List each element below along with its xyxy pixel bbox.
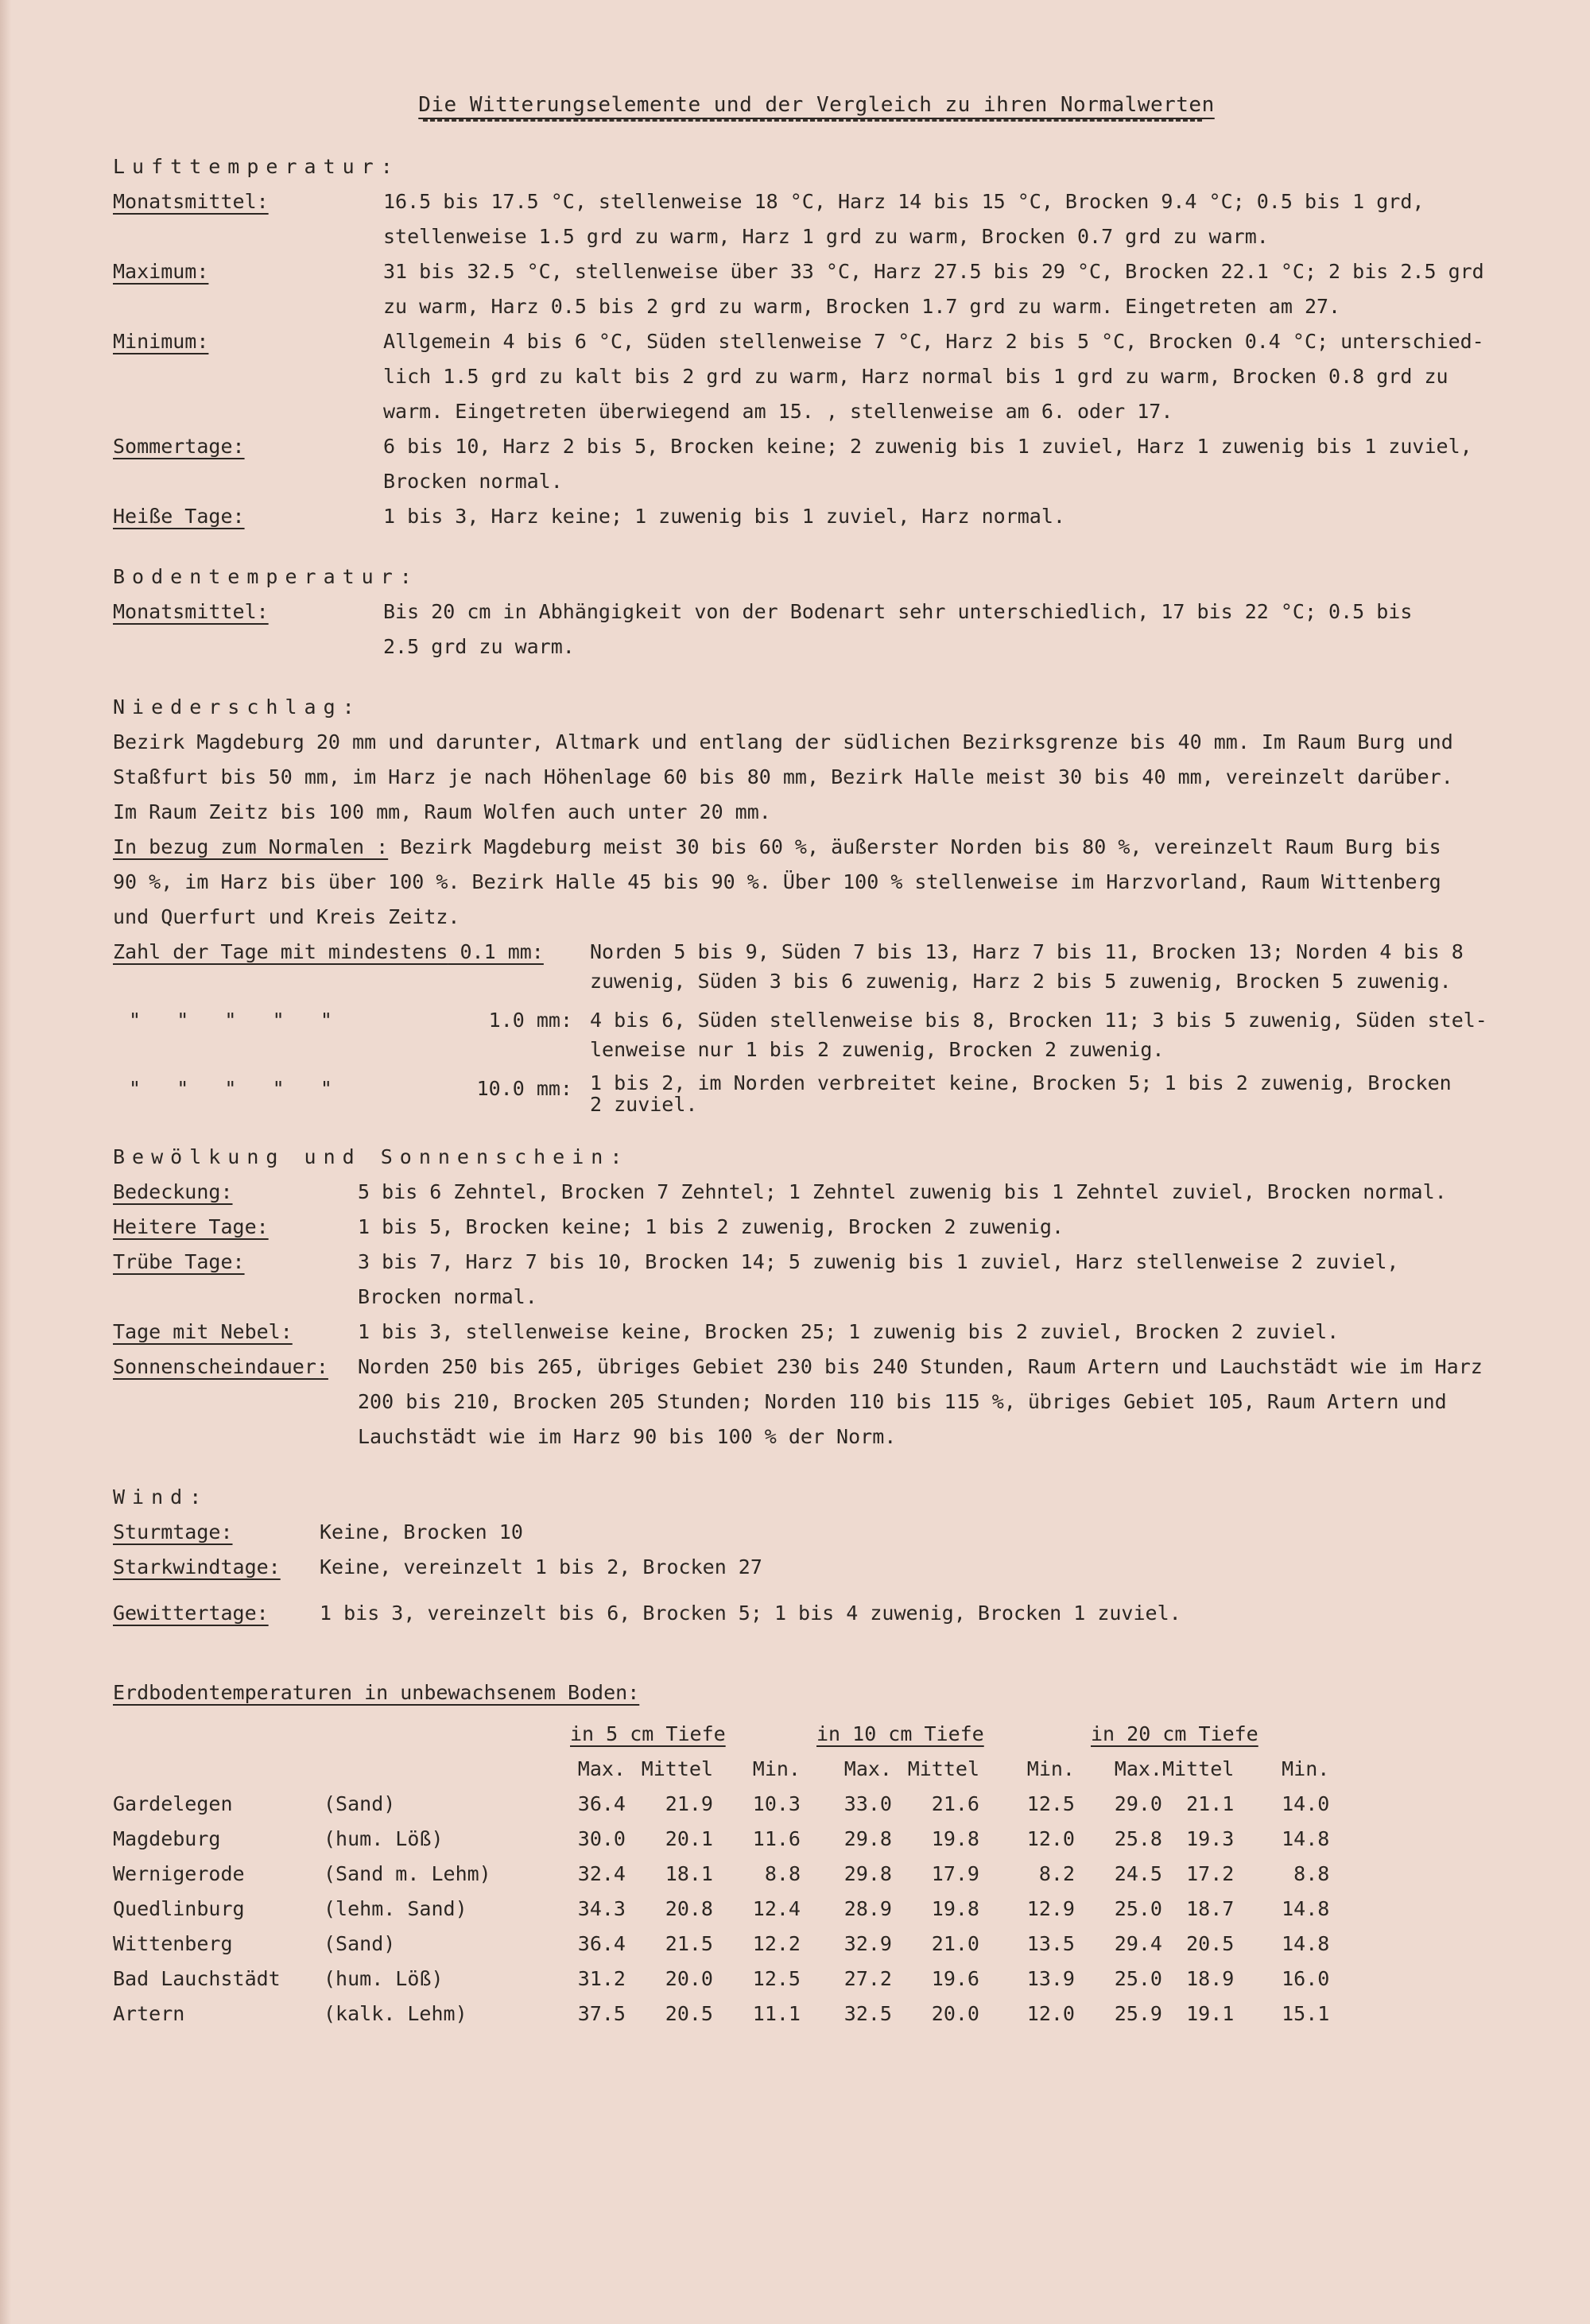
table-row	[113, 1997, 1329, 2032]
temperature-value: 12.9	[1026, 1897, 1075, 1920]
bewoelkung-item-label: Tage mit Nebel:	[113, 1320, 293, 1343]
temperature-value: 8.8	[1293, 1862, 1330, 1885]
temperature-value: 16.0	[1282, 1967, 1330, 1990]
temperature-value: 8.2	[1038, 1862, 1075, 1885]
depth-header: in 20 cm Tiefe	[1091, 1722, 1258, 1745]
station-name: Wernigerode	[113, 1862, 245, 1885]
lufttemperatur-item-label: Sommertage:	[113, 435, 245, 458]
temperature-value: 12.0	[1026, 2002, 1075, 2025]
temperature-value: 17.2	[1186, 1862, 1235, 1885]
lufttemperatur-item-label: Monatsmittel:	[113, 190, 269, 213]
table-row	[113, 1857, 1329, 1892]
table-row	[113, 1787, 1329, 1822]
temperature-value: 21.1	[1186, 1792, 1235, 1815]
temperature-value: 13.9	[1026, 1967, 1075, 1990]
niederschlag-normal: In bezug zum Normalen : Bezirk Magdeburg meist 30 bis 60 %, äußerster Norden bis 80 %, vereinzelt Raum Burg bis	[113, 835, 1441, 858]
page-title	[97, 87, 1536, 135]
temperature-value: 18.9	[1186, 1967, 1235, 1990]
soil-type: (hum. Löß)	[324, 1967, 444, 1990]
temperature-value: 29.8	[843, 1827, 892, 1850]
column-header: Mittel	[1162, 1757, 1235, 1780]
temperature-value: 14.8	[1282, 1897, 1330, 1920]
bewoelkung-items	[113, 1175, 1536, 1454]
bewoelkung-item-label: Trübe Tage:	[113, 1250, 245, 1273]
niederschlag-tage	[113, 935, 1536, 1114]
lufttemperatur-item-row	[113, 499, 1536, 534]
title-text: Die Witterungselemente und der Vergleich zu ihren Normalwerten	[418, 93, 1215, 117]
station-name: Bad Lauchstädt	[113, 1967, 281, 1990]
temperature-value: 14.0	[1282, 1792, 1330, 1815]
temperature-value: 18.1	[665, 1862, 713, 1885]
section-wind: Wind:	[113, 1485, 209, 1509]
temperature-value: 19.1	[1186, 2002, 1235, 2025]
temperature-value: 32.4	[577, 1862, 626, 1885]
temperature-value: 8.8	[764, 1862, 801, 1885]
temperature-value: 21.6	[931, 1792, 979, 1815]
column-header: Max.	[577, 1757, 626, 1780]
bewoelkung-item-row	[113, 1245, 1536, 1315]
temperature-value: 13.5	[1026, 1932, 1075, 1955]
lufttemperatur-item-row	[113, 429, 1536, 499]
table-row	[113, 1892, 1329, 1927]
tage-label: Zahl der Tage mit mindestens	[113, 940, 448, 963]
temperature-value: 17.9	[931, 1862, 979, 1885]
temperature-value: 27.2	[843, 1967, 892, 1990]
temperature-value: 19.8	[931, 1897, 979, 1920]
lufttemperatur-item-row	[113, 324, 1536, 429]
temperature-value: 36.4	[577, 1792, 626, 1815]
table-row	[113, 1927, 1329, 1962]
lufttemperatur-item-label: Heiße Tage:	[113, 505, 245, 528]
station-name: Wittenberg	[113, 1932, 233, 1955]
temperature-value: 12.2	[752, 1932, 801, 1955]
normal-label: In bezug zum Normalen :	[113, 835, 389, 858]
temperature-value: 37.5	[577, 2002, 626, 2025]
temperature-value: 33.0	[843, 1792, 892, 1815]
table-row	[113, 1822, 1329, 1857]
soil-type: (kalk. Lehm)	[324, 2002, 467, 2025]
temperature-value: 14.8	[1282, 1827, 1330, 1850]
temperature-value: 29.8	[843, 1862, 892, 1885]
temperature-value: 19.3	[1186, 1827, 1235, 1850]
document-body	[113, 87, 1536, 2032]
temperature-value: 29.0	[1114, 1792, 1162, 1815]
soil-type: (hum. Löß)	[324, 1827, 444, 1850]
temperature-value: 11.1	[752, 2002, 801, 2025]
bewoelkung-item-label: Sonnenscheindauer:	[113, 1355, 328, 1378]
station-name: Artern	[113, 2002, 185, 2025]
temperature-value: 19.6	[931, 1967, 979, 1990]
lufttemperatur-item-value: 1 bis 3, Harz keine; 1 zuwenig bis 1 zuviel, Harz normal.	[383, 505, 1065, 528]
soil-type: (Sand m. Lehm)	[324, 1862, 491, 1885]
bodentemperatur-row	[113, 595, 1536, 664]
depth-header: in 10 cm Tiefe	[816, 1722, 984, 1745]
temperature-value: 12.0	[1026, 1827, 1075, 1850]
soil-type: (Sand)	[324, 1792, 396, 1815]
temperature-value: 19.8	[931, 1827, 979, 1850]
column-header: Max.	[1114, 1757, 1162, 1780]
temperature-value: 32.9	[843, 1932, 892, 1955]
title-dashed-underline	[423, 119, 1202, 122]
bodentemperatur-value: Bis 20 cm in Abhängigkeit von der Bodenart sehr unterschiedlich, 17 bis 22 °C; 0.5 bis 2.5 grd zu warm.	[383, 600, 1413, 658]
bewoelkung-item-value: 5 bis 6 Zehntel, Brocken 7 Zehntel; 1 Zehntel zuwenig bis 1 Zehntel zuviel, Brocken normal.	[358, 1180, 1447, 1203]
bewoelkung-item-row	[113, 1315, 1536, 1350]
depth-header: in 5 cm Tiefe	[570, 1722, 726, 1745]
column-header: Max.	[843, 1757, 892, 1780]
bewoelkung-item-row	[113, 1210, 1536, 1245]
temperature-value: 32.5	[843, 2002, 892, 2025]
tage-row-0.1: Zahl der Tage mit mindestens 0.1 mm: Norden 5 bis 9, Süden 7 bis 13, Harz 7 bis 11, Brocken 13; Norden 4 bis 8 zuwenig, Süden 3 bis 6 zuwenig, Harz 2 bis 5 zuwenig, Brocken 5 zuwenig.	[113, 940, 1464, 993]
section-bodentemperatur: Bodentemperatur:	[113, 565, 419, 588]
lufttemperatur-item-label: Maximum:	[113, 260, 209, 283]
bewoelkung-item-value: 1 bis 5, Brocken keine; 1 bis 2 zuwenig, Brocken 2 zuwenig.	[358, 1215, 1065, 1238]
bewoelkung-item-label: Bedeckung:	[113, 1180, 233, 1203]
lufttemperatur-item-value: 31 bis 32.5 °C, stellenweise über 33 °C, Harz 27.5 bis 29 °C, Brocken 22.1 °C; 2 bis 2.5 grd zu warm, Harz 0.5 bis 2 grd zu warm, Brocken 1.7 grd zu warm. Eingetreten am 27.	[383, 260, 1484, 318]
soil-type: (Sand)	[324, 1932, 396, 1955]
temperature-value: 20.1	[665, 1827, 713, 1850]
temperature-value: 30.0	[577, 1827, 626, 1850]
sub-header-row	[113, 1752, 1329, 1787]
bodentemperatur-label: Monatsmittel:	[113, 600, 269, 623]
lufttemperatur-item-value: 6 bis 10, Harz 2 bis 5, Brocken keine; 2 zuwenig bis 1 zuviel, Harz 1 zuwenig bis 1 zuviel, Brocken normal.	[383, 435, 1472, 493]
bewoelkung-item-value: 3 bis 7, Harz 7 bis 10, Brocken 14; 5 zuwenig bis 1 zuviel, Harz stellenweise 2 zuviel, Brocken normal.	[358, 1250, 1399, 1308]
page-edge	[0, 0, 11, 2324]
temperature-value: 34.3	[577, 1897, 626, 1920]
ditto-marks: " " " " "	[129, 1009, 332, 1032]
table-row	[113, 1962, 1329, 1997]
station-name: Gardelegen	[113, 1792, 233, 1815]
temperature-value: 12.5	[752, 1967, 801, 1990]
niederschlag-text: Bezirk Magdeburg 20 mm und darunter, Altmark und entlang der südlichen Bezirksgrenze bis 40 mm. Im Raum Burg und Staßfurt bis 50 mm, im Harz je nach Höhenlage 60 bis 80 mm, Bezirk Halle meist 30 bis 40 mm, vereinzelt darüber. Im Raum Zeitz bis 100 mm, Raum Wolfen auch unter 20 mm. In bezug zum Normalen : Bezirk Magdeburg meist 30 bis 60 %, äußerster Norden bis 80 %, vereinzelt Raum Burg bis 90 %, im Harz bis über 100 %. Bezirk Halle 45 bis 90 %. Über 100 % stellenweise im Harzvorland, Raum Wittenberg und Querfurt und Kreis Zeitz.	[113, 725, 1536, 935]
temperature-value: 28.9	[843, 1897, 892, 1920]
station-name: Quedlinburg	[113, 1897, 245, 1920]
bewoelkung-item-label: Heitere Tage:	[113, 1215, 269, 1238]
temperature-value: 20.0	[931, 2002, 979, 2025]
blank-cell	[113, 1717, 554, 1752]
lufttemperatur-item-row	[113, 254, 1536, 324]
temperature-value: 20.8	[665, 1897, 713, 1920]
section-lufttemperatur: Lufttemperatur:	[113, 155, 400, 178]
gewittertage: Gewittertage: 1 bis 3, vereinzelt bis 6, Brocken 5; 1 bis 4 zuwenig, Brocken 1 zuviel.	[113, 1602, 1181, 1625]
lufttemperatur-item-value: Allgemein 4 bis 6 °C, Süden stellenweise 7 °C, Harz 2 bis 5 °C, Brocken 0.4 °C; unterschied- lich 1.5 grd zu kalt bis 2 grd zu warm, Harz normal bis 1 grd zu warm, Brocken 0.8 grd zu warm. Eingetreten überwiegend am 15. , stellenweise am 6. oder 17.	[383, 330, 1484, 423]
soil-type: (lehm. Sand)	[324, 1897, 467, 1920]
temperature-value: 25.9	[1114, 2002, 1162, 2025]
temperature-value: 10.3	[752, 1792, 801, 1815]
depth-header-row	[113, 1717, 1329, 1752]
bewoelkung-item-value: Norden 250 bis 265, übriges Gebiet 230 bis 240 Stunden, Raum Artern und Lauchstädt wie im Harz 200 bis 210, Brocken 205 Stunden; Norden 110 bis 115 %, übriges Gebiet 105, Raum Artern und Lauchstädt wie im Harz 90 bis 100 % der Norm.	[358, 1355, 1483, 1448]
temperature-value: 14.8	[1282, 1932, 1330, 1955]
lufttemperatur-items	[113, 184, 1536, 534]
wind-starkwindtage: Starkwindtage: Keine, vereinzelt 1 bis 2, Brocken 27	[113, 1555, 762, 1578]
column-header: Min.	[1026, 1757, 1075, 1780]
temperature-value: 25.0	[1114, 1967, 1162, 1990]
temperature-value: 29.4	[1114, 1932, 1162, 1955]
erdboden-title: Erdbodentemperaturen in unbewachsenem Boden:	[113, 1681, 640, 1704]
temperature-value: 20.5	[665, 2002, 713, 2025]
temperature-value: 21.9	[665, 1792, 713, 1815]
bewoelkung-item-value: 1 bis 3, stellenweise keine, Brocken 25; 1 zuwenig bis 2 zuviel, Brocken 2 zuviel.	[358, 1320, 1340, 1343]
bewoelkung-item-row	[113, 1350, 1536, 1454]
lufttemperatur-item-row	[113, 184, 1536, 254]
lufttemperatur-item-value: 16.5 bis 17.5 °C, stellenweise 18 °C, Harz 14 bis 15 °C, Brocken 9.4 °C; 0.5 bis 1 grd, stellenweise 1.5 grd zu warm, Harz 1 grd zu warm, Brocken 0.7 grd zu warm.	[383, 190, 1425, 248]
section-bewoelkung: Bewölkung und Sonnenschein:	[113, 1145, 630, 1168]
temperature-value: 18.7	[1186, 1897, 1235, 1920]
lufttemperatur-item-label: Minimum:	[113, 330, 209, 353]
temperature-value: 25.0	[1114, 1897, 1162, 1920]
temperature-value: 24.5	[1114, 1862, 1162, 1885]
temperature-value: 31.2	[577, 1967, 626, 1990]
column-header: Min.	[1282, 1757, 1330, 1780]
temperature-value: 36.4	[577, 1932, 626, 1955]
column-header: Mittel	[907, 1757, 979, 1780]
temperature-value: 21.5	[665, 1932, 713, 1955]
temperature-value: 11.6	[752, 1827, 801, 1850]
section-niederschlag: Niederschlag:	[113, 695, 362, 719]
wind-sturmtage: Sturmtage: Keine, Brocken 10	[113, 1520, 523, 1544]
column-header: Mittel	[641, 1757, 713, 1780]
temperature-value: 20.0	[665, 1967, 713, 1990]
ditto-marks: " " " " "	[129, 1077, 332, 1100]
station-name: Magdeburg	[113, 1827, 221, 1850]
temperature-value: 21.0	[931, 1932, 979, 1955]
temperature-value: 12.4	[752, 1897, 801, 1920]
temperature-value: 12.5	[1026, 1792, 1075, 1815]
temperature-value: 25.8	[1114, 1827, 1162, 1850]
erdboden-table	[113, 1717, 1329, 2032]
column-header: Min.	[752, 1757, 801, 1780]
temperature-value: 15.1	[1282, 2002, 1330, 2025]
bewoelkung-item-row	[113, 1175, 1536, 1210]
tage-row-10.0: " " " " " 10.0 mm: 1 bis 2, im Norden verbreitet keine, Brocken 5; 1 bis 2 zuwenig, Brocken 2 zuviel.	[113, 1071, 1536, 1114]
tage-row-1.0: " " " " " 1.0 mm: 4 bis 6, Süden stellenweise bis 8, Brocken 11; 3 bis 5 zuwenig, Süden stel- lenweise nur 1 bis 2 zuwenig, Brocken 2 zuwenig.	[113, 1003, 1536, 1062]
blank-cell	[113, 1752, 554, 1787]
temperature-value: 20.5	[1186, 1932, 1235, 1955]
